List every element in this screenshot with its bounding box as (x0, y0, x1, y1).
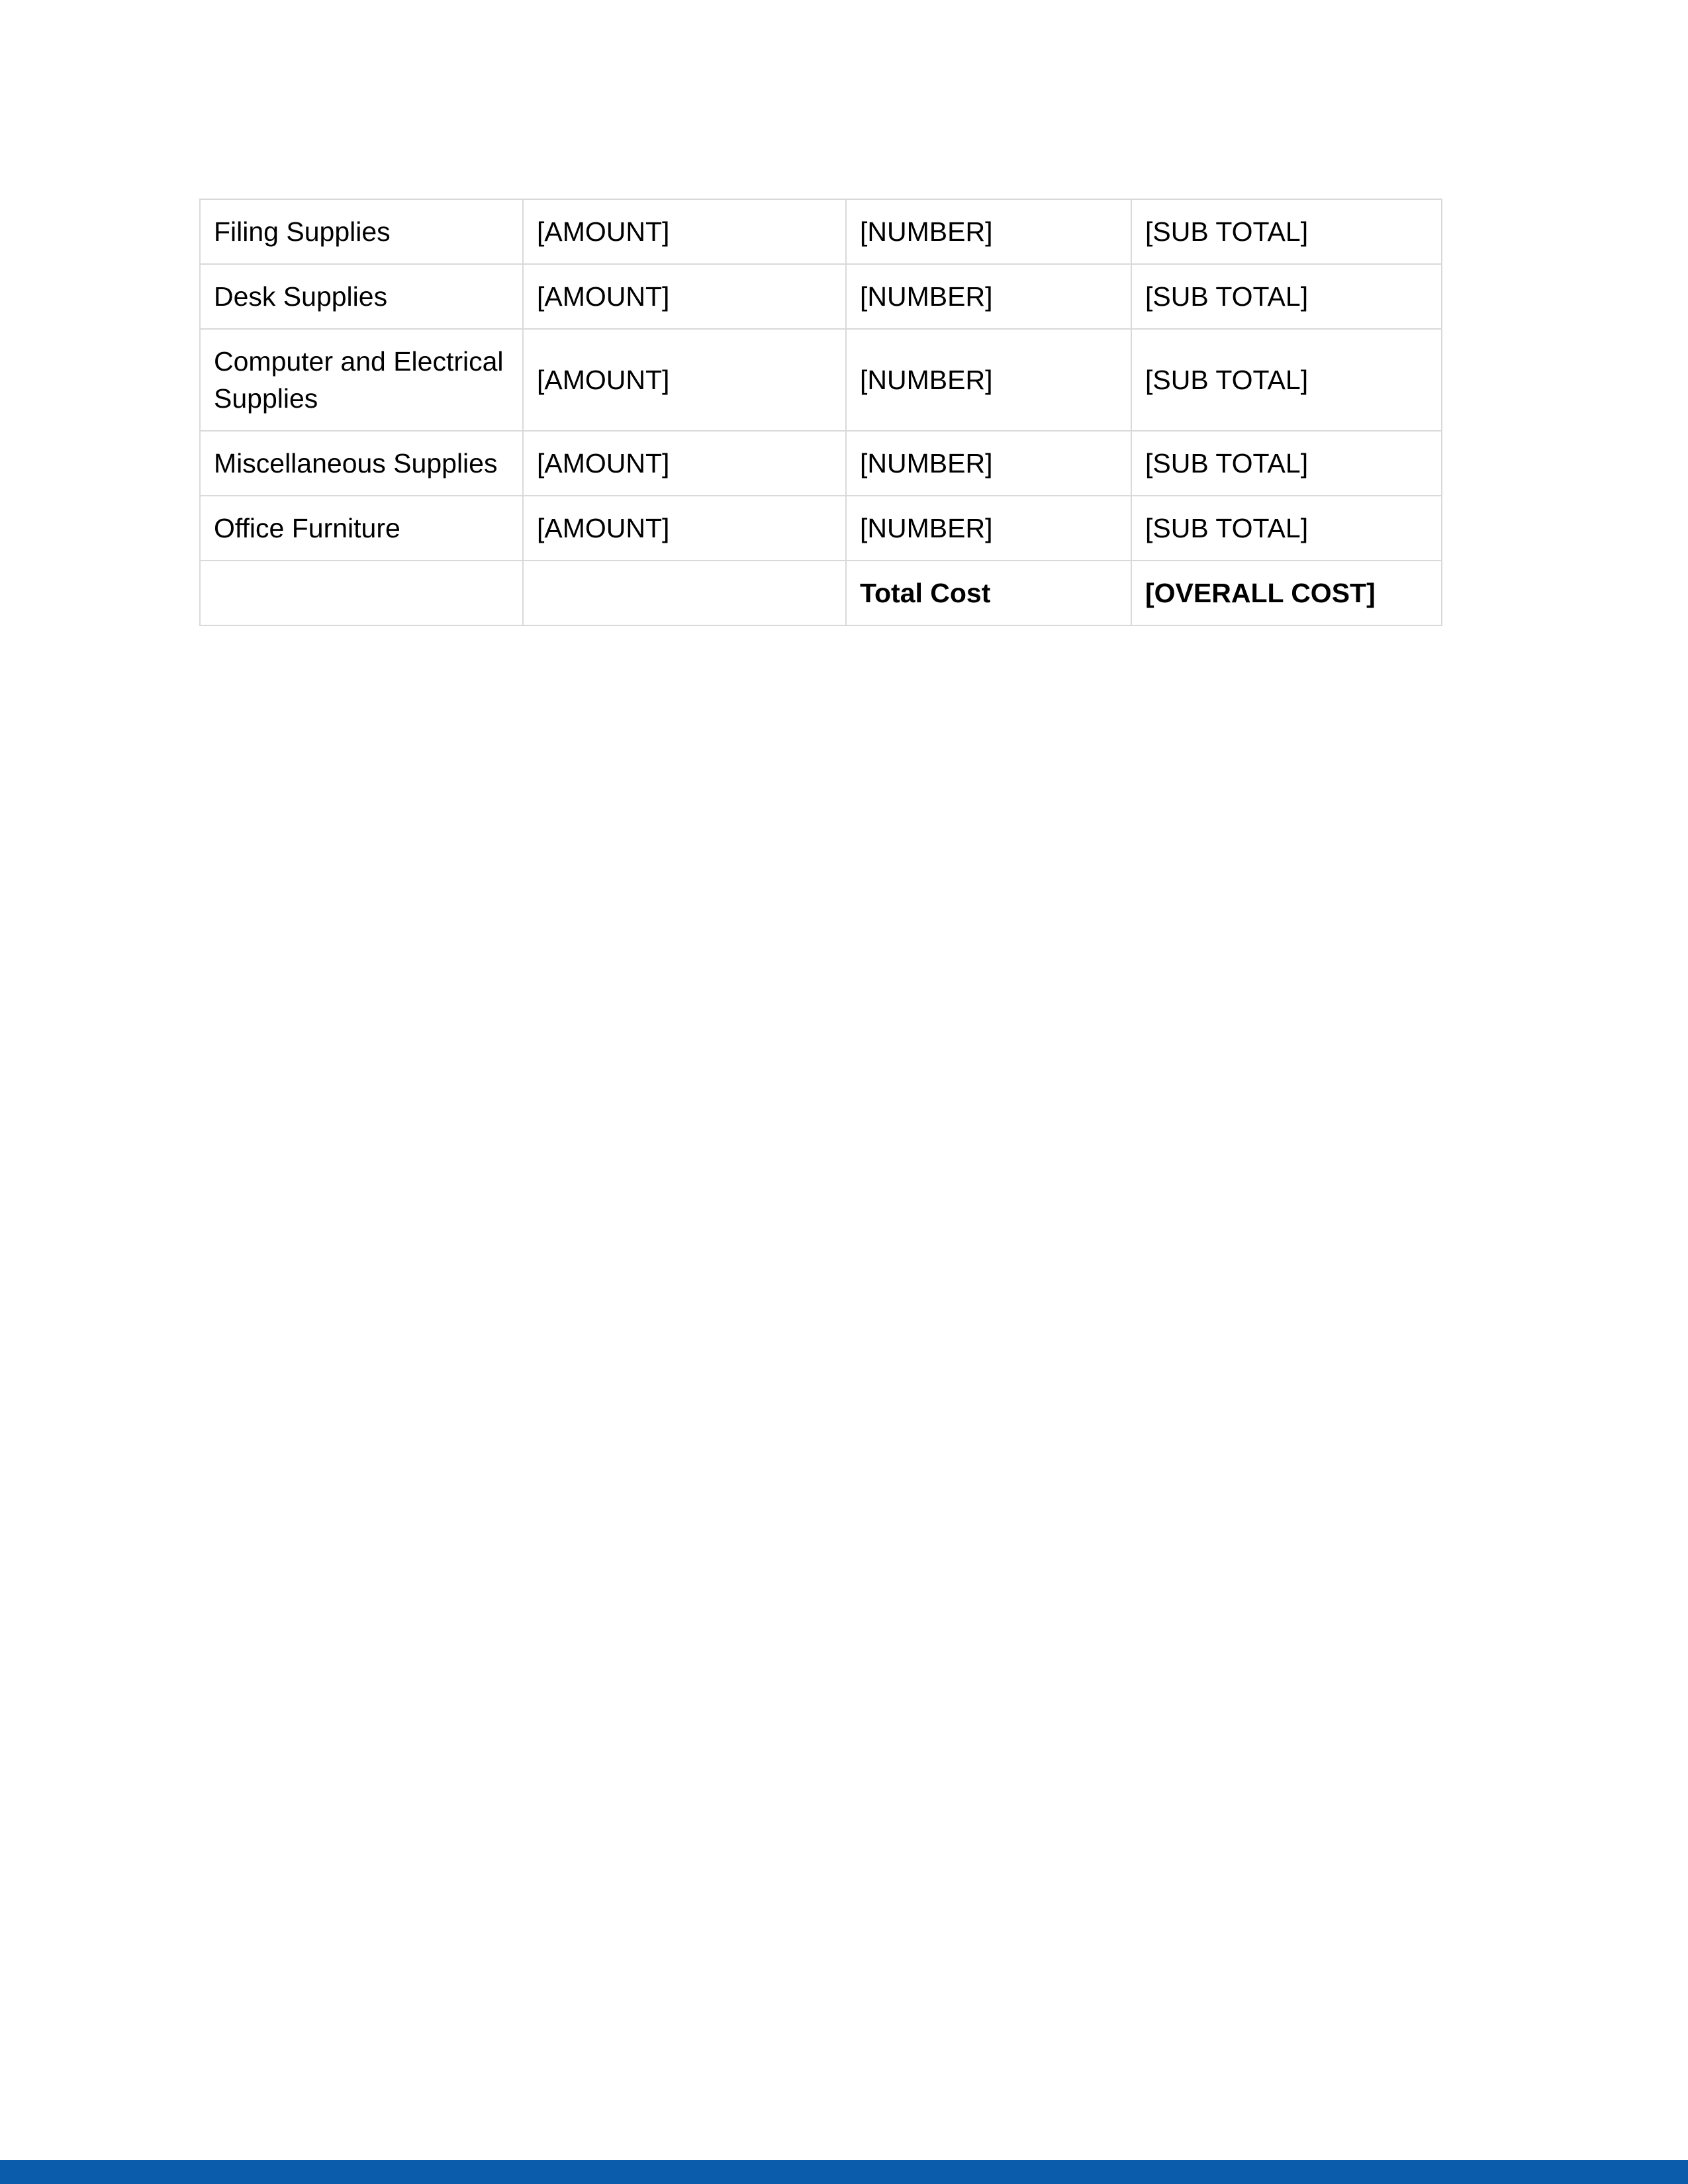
subtotal-cell: [SUB TOTAL] (1131, 199, 1442, 264)
footer-bar (0, 2160, 1688, 2184)
subtotal-cell: [SUB TOTAL] (1131, 431, 1442, 496)
table-row (200, 496, 1442, 561)
item-cell: Miscellaneous Supplies (200, 431, 523, 496)
subtotal-cell: [SUB TOTAL] (1131, 496, 1442, 561)
item-cell: Desk Supplies (200, 264, 523, 329)
number-cell: [NUMBER] (846, 329, 1131, 431)
amount-cell: [AMOUNT] (523, 496, 846, 561)
subtotal-cell: [SUB TOTAL] (1131, 264, 1442, 329)
item-cell: Computer and Electrical Supplies (200, 329, 523, 431)
amount-cell: [AMOUNT] (523, 431, 846, 496)
item-cell: Office Furniture (200, 496, 523, 561)
subtotal-cell: [SUB TOTAL] (1131, 329, 1442, 431)
amount-cell: [AMOUNT] (523, 264, 846, 329)
table-row (200, 329, 1442, 431)
table-row (200, 431, 1442, 496)
number-cell: [NUMBER] (846, 264, 1131, 329)
total-label: Total Cost (846, 561, 1131, 625)
table-row (200, 264, 1442, 329)
number-cell: [NUMBER] (846, 496, 1131, 561)
number-cell: [NUMBER] (846, 431, 1131, 496)
table-row (200, 199, 1442, 264)
total-value: [OVERALL COST] (1131, 561, 1442, 625)
number-cell: [NUMBER] (846, 199, 1131, 264)
amount-cell: [AMOUNT] (523, 199, 846, 264)
total-row (200, 561, 1442, 625)
item-cell: Filing Supplies (200, 199, 523, 264)
empty-cell (200, 561, 523, 625)
empty-cell (523, 561, 846, 625)
amount-cell: [AMOUNT] (523, 329, 846, 431)
cost-table (199, 199, 1442, 626)
